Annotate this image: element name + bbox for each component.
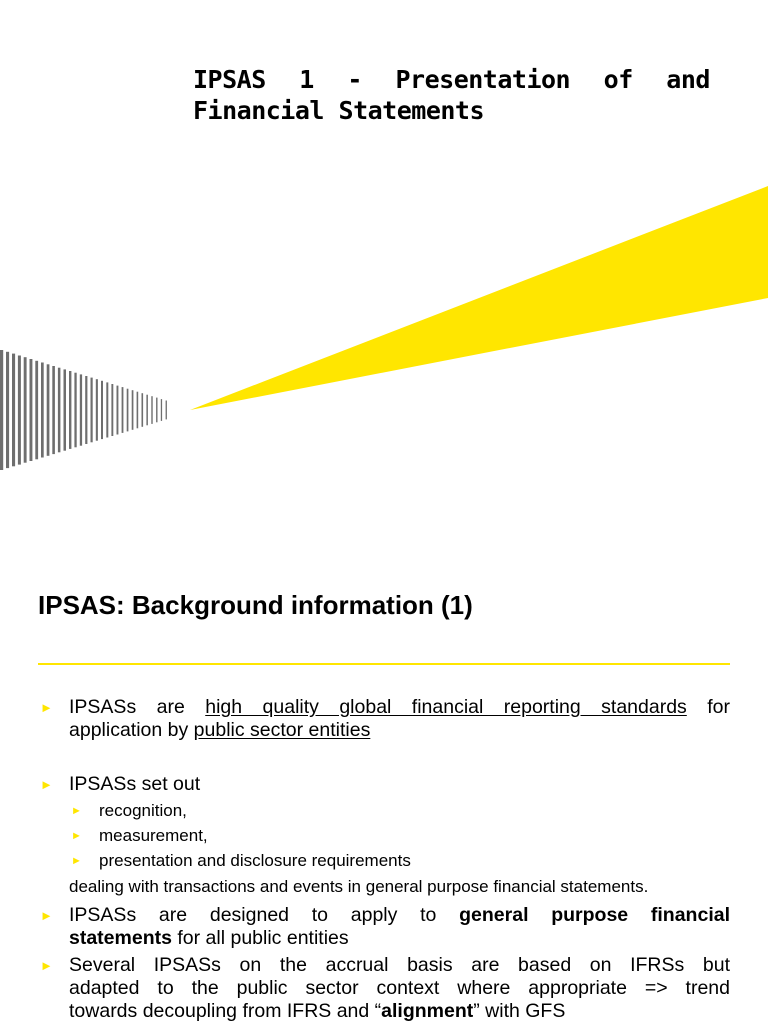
bullet-2-continuation: dealing with transactions and events in general purpose financial statements.	[69, 877, 649, 896]
slide-heading: IPSAS: Background information (1)	[38, 590, 473, 620]
slide-title	[193, 64, 710, 126]
content-slide	[0, 545, 768, 1024]
title-word: Presentation	[395, 65, 571, 94]
bullet-marker-icon: ►	[40, 777, 53, 792]
stripe	[74, 373, 76, 448]
stripe-fan	[0, 350, 167, 470]
stripe	[64, 369, 67, 450]
bold-term: alignment	[381, 1000, 474, 1022]
stripe	[24, 357, 27, 463]
bullet-2: IPSASs set out	[69, 773, 201, 795]
stripe	[80, 374, 82, 445]
stripe	[0, 350, 3, 470]
underlined-term: high quality global financial reporting standards	[205, 696, 687, 718]
stripe	[41, 363, 44, 458]
stripe	[142, 393, 144, 427]
stripe	[122, 387, 124, 433]
stripe	[58, 368, 61, 453]
stripe	[132, 390, 134, 430]
sub-bullet-marker-icon: ►	[71, 830, 82, 842]
stripe	[96, 379, 98, 441]
stripe	[52, 366, 55, 454]
stripe	[106, 382, 108, 437]
stripe	[47, 364, 50, 456]
sub-item: measurement,	[99, 826, 208, 845]
underlined-term: public sector entities	[193, 719, 371, 741]
title-word: of	[603, 65, 633, 94]
stripe	[156, 398, 157, 423]
stripe	[146, 395, 148, 426]
stripe	[12, 354, 15, 467]
stripe	[127, 389, 129, 432]
stripe	[69, 371, 71, 449]
stripe	[137, 392, 139, 429]
brand-beam-graphic	[0, 180, 768, 490]
stripe	[101, 381, 103, 439]
sub-item: recognition,	[99, 801, 187, 820]
stripe	[35, 361, 38, 460]
bullet-4: Several IPSASs on the accrual basis are based on IFRSs but adapted to the public sector context where appropriate => trend towards decoupling from IFRS and “alignment” with GFS	[69, 954, 730, 1022]
bullet-1: IPSASs are high quality global financial reporting standards for application by public sector entities	[69, 696, 730, 741]
stripe	[18, 356, 21, 465]
title-word: IPSAS	[193, 65, 266, 94]
stripe	[151, 396, 152, 424]
bullet-marker-icon: ►	[40, 958, 53, 973]
yellow-beam	[190, 186, 768, 410]
stripe	[166, 401, 167, 420]
title-word: 1	[299, 65, 314, 94]
bold-term: statements	[69, 927, 172, 949]
bullet-marker-icon: ►	[40, 700, 53, 715]
stripe	[30, 359, 33, 461]
stripe	[161, 399, 162, 421]
title-line-2: Financial Statements	[193, 96, 485, 125]
title-word: -	[347, 65, 362, 94]
bold-term: general purpose financial	[459, 904, 730, 926]
title-line-1	[193, 64, 710, 95]
stripe	[85, 376, 87, 444]
heading-divider	[38, 663, 730, 665]
sub-bullet-marker-icon: ►	[71, 855, 82, 867]
sub-item: presentation and disclosure requirements	[99, 851, 411, 870]
stripe	[117, 386, 119, 435]
sub-bullet-marker-icon: ►	[71, 805, 82, 817]
title-word: and	[666, 65, 710, 94]
stripe	[91, 378, 93, 443]
stripe	[111, 384, 113, 436]
stripe	[6, 352, 9, 468]
bullet-marker-icon: ►	[40, 908, 53, 923]
bullet-3: IPSASs are designed to apply to general purpose financial statements for all public entities	[69, 904, 730, 949]
